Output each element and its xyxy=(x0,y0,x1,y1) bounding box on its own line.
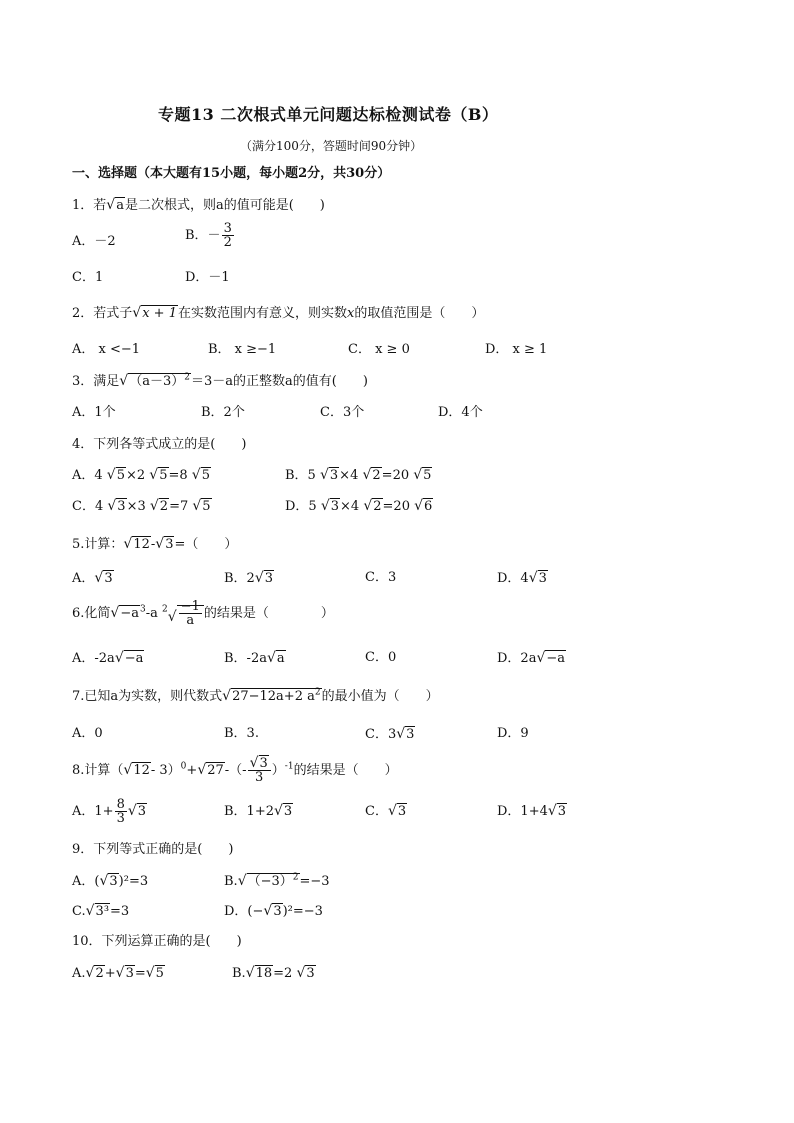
q3-option-b: B．2个 xyxy=(201,405,245,420)
question-5: 5.计算：√12-√3=（ ） xyxy=(72,536,238,552)
q10-option-b: B.√18=2 √3 xyxy=(232,965,315,981)
q5-option-a: A．√3 xyxy=(72,570,113,586)
q7-option-a: A．0 xyxy=(72,726,103,741)
q5-option-b: B．2√3 xyxy=(224,570,274,586)
q9-option-b: $B.√(-3)^2=-3$ xyxy=(224,872,330,889)
q3-option-a: A．1个 xyxy=(72,405,116,420)
q7-option-d: D．9 xyxy=(497,726,529,741)
question-8: 8.计算（√12- 3）$^0$+√27-（- $\frac{√3}{3}$ ）$^{-1}$的结果是（ ） xyxy=(72,755,398,785)
q7-option-c: C．3√3 xyxy=(365,726,415,742)
q7-option-b: B．3. xyxy=(224,726,259,741)
question-4: 4．下列各等式成立的是( ) xyxy=(72,437,247,452)
q9-option-d: D．(−√3)²=−3 xyxy=(224,903,323,919)
q8-option-d: D．1+4√3 xyxy=(497,803,567,819)
question-9: 9．下列等式正确的是( ) xyxy=(72,842,234,857)
q1-option-b: B．－ $\frac{3}{2}$ xyxy=(185,221,232,250)
question-7: 7.已知a为实数，则代数式√27−12a+2 $a^2$的最小值为（ ） xyxy=(72,687,439,704)
radical: √x + 1 xyxy=(132,305,177,321)
q1-option-a: A．－2 xyxy=(72,234,116,249)
question-3: 3．满足$√(a-3)^2=3-a$的正整数a的值有( ) xyxy=(72,372,368,389)
radical: $√(a-3)^2$ xyxy=(119,372,190,389)
q2-option-a: A． x <−1 xyxy=(72,342,141,357)
question-2: 2．若式子√x + 1在实数范围内有意义，则实数x的取值范围是（ ） xyxy=(72,305,485,321)
q9-option-c: C.√3³=3 xyxy=(72,903,130,919)
radical: √a xyxy=(106,197,124,213)
q6-option-b: B．-2a√a xyxy=(224,650,285,666)
section-heading: 一、选择题（本大题有15小题，每小题2分，共30分） xyxy=(72,166,391,181)
q8-option-c: C．√3 xyxy=(365,803,407,819)
q8-option-b: B．1+2√3 xyxy=(224,803,293,819)
q4-option-c: C．4 √3×3 √2=7 √5 xyxy=(72,498,211,514)
q4-option-a: A．4 √5×2 √5=8 √5 xyxy=(72,467,210,483)
q1-option-c: C．1 xyxy=(72,270,104,285)
question-1: 1．若√a是二次根式，则a的值可能是( ) xyxy=(72,197,325,213)
page-title: 专题13 二次根式单元问题达标检测试卷（B） xyxy=(158,105,499,124)
question-10: 10．下列运算正确的是( ) xyxy=(72,934,242,949)
q8-option-a: A．1+ $\frac{8}{3}$ √3 xyxy=(72,797,147,826)
q2-option-c: C． x ≥ 0 xyxy=(348,342,410,357)
q6-option-a: A．-2a√−a xyxy=(72,650,144,666)
fraction: $\frac{3}{2}$ xyxy=(223,221,232,250)
q3-option-c: C．3个 xyxy=(320,405,365,420)
q9-option-a: A．(√3)²=3 xyxy=(72,873,149,889)
q5-option-c: C．3 xyxy=(365,570,397,585)
q1-option-d: D．－1 xyxy=(185,270,230,285)
q5-option-d: D．4√3 xyxy=(497,570,547,586)
q10-option-a: A.√2+√3=√5 xyxy=(72,965,164,981)
page-subtitle: （满分100分，答题时间90分钟） xyxy=(240,139,423,153)
q2-option-d: D． x ≥ 1 xyxy=(485,342,548,357)
q4-option-b: B．5 √3×4 √2=20 √5 xyxy=(285,467,432,483)
q6-option-d: D．2a√−a xyxy=(497,650,566,666)
q3-option-d: D．4个 xyxy=(438,405,483,420)
q6-option-c: C．0 xyxy=(365,650,397,665)
q4-option-d: D．5 √3×4 √2=20 √6 xyxy=(285,498,433,514)
question-6: 6.化简$√-a^3-a$ $^2$√ $\frac{-1}{a}$ 的结果是（ ） xyxy=(72,599,334,628)
q2-option-b: B． x ≥−1 xyxy=(208,342,277,357)
